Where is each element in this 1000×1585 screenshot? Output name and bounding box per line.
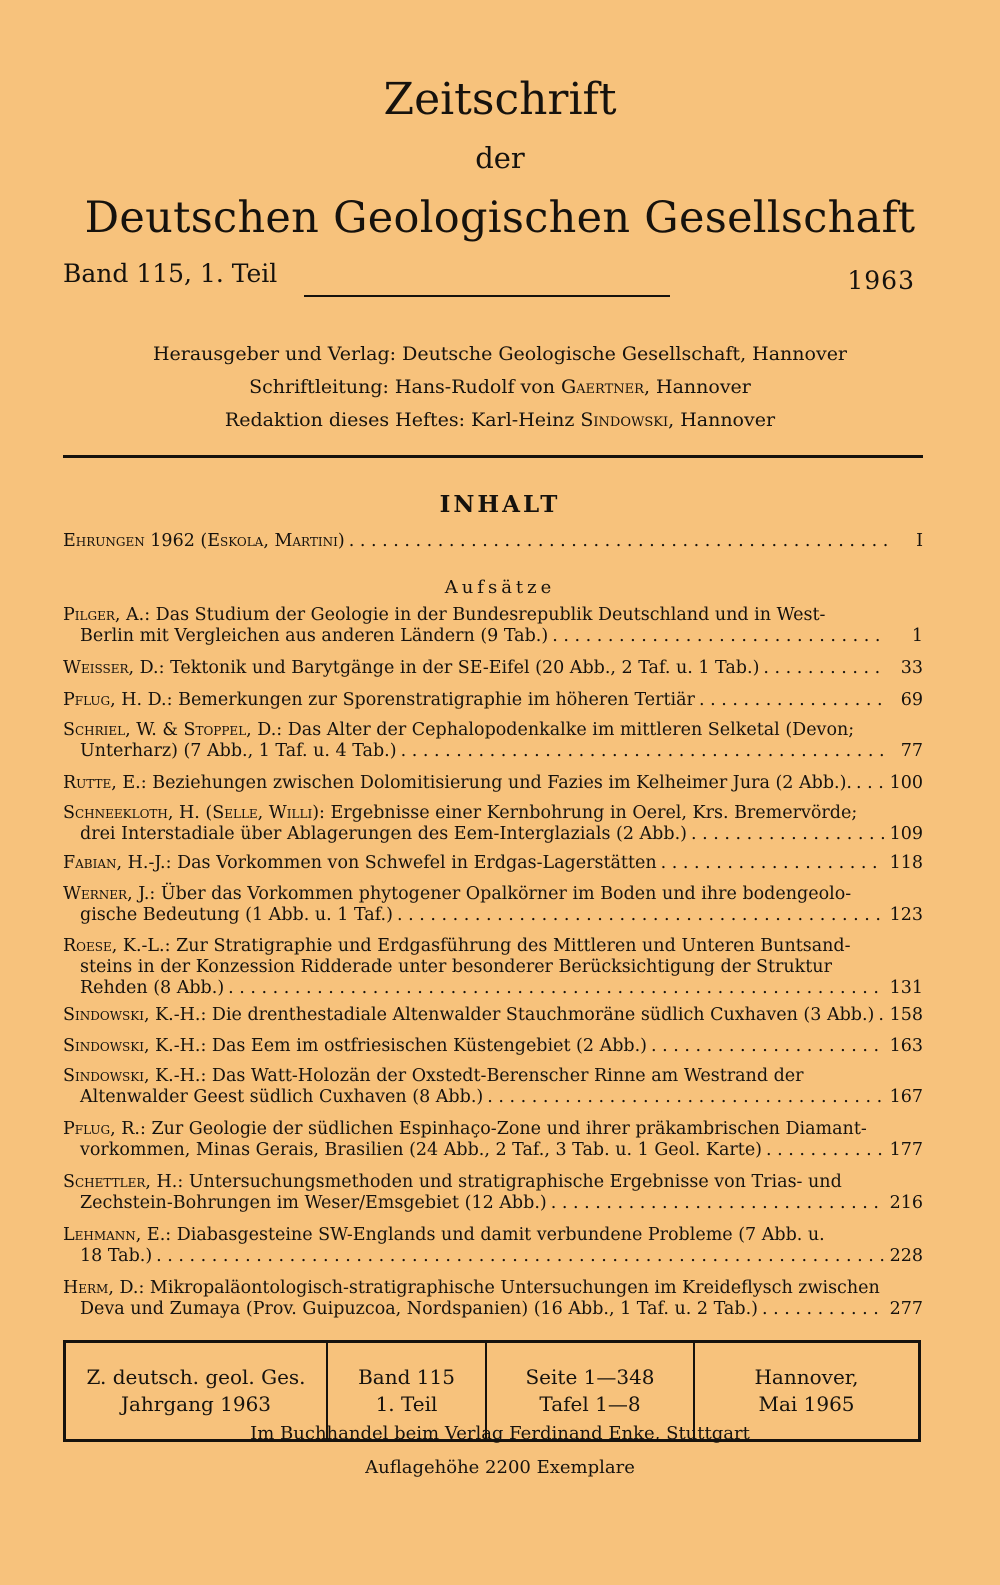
author-separator: : [165,853,178,873]
entry-author: Weisser, D. [63,658,159,678]
entry-author: Fabian, H.-J. [63,853,166,873]
author-separator: : [319,803,331,823]
entry-title: Mikropaläontologisch-stratigraphische Untersuchungen im Kreideflysch zwischen [149,1278,880,1298]
author-separator: : [166,690,179,710]
entry-line [63,1246,923,1267]
toc-entry[interactable] [63,1172,923,1214]
entry-page: 216 [889,1193,923,1213]
entry-title-line [80,741,397,762]
editor-suffix: , Hannover [643,376,751,398]
entry-title-line [63,1005,874,1026]
issue-editor-line [0,407,1000,433]
entry-line [63,803,923,824]
entry-title-line [80,626,548,647]
entry-page: 33 [900,658,923,678]
entry-page: 100 [889,773,923,793]
entry-title-line [80,824,687,845]
entry-page: 1 [911,626,923,646]
author-separator: : [149,884,161,904]
entry-line [63,1036,923,1057]
entry-line [63,936,923,957]
issue-editor-suffix: , Hannover [668,409,776,431]
toc-entry[interactable] [63,803,923,845]
author-separator: : [200,1005,212,1025]
entry-line [63,1066,923,1087]
entry-title: 18 Tab.) [80,1246,153,1266]
toc-entry[interactable] [63,1005,923,1026]
entry-author: Schneekloth, H. (Selle, Willi) [63,803,320,823]
leader-dots [762,1299,884,1320]
entry-page: 163 [889,1036,923,1056]
entry-title-line [63,720,854,740]
entry-title: Zur Geologie der südlichen Espinhaço-Zone und ihrer präkambrischen Diamant- [151,1119,867,1139]
entry-title: Das Watt-Holozän der Oxstedt-Berenscher Rinne am Westrand der [211,1066,804,1086]
info-part: 1. Teil [375,1392,438,1416]
entry-title: Das Eem im ostfriesischen Küstengebiet (2 Abb.) [211,1036,648,1056]
leader-dots [691,824,884,845]
entry-title-line [63,884,851,904]
entry-title-line [63,605,825,625]
volume-year: 1963 [847,266,915,295]
info-journal-year: Jahrgang 1963 [120,1392,272,1416]
entry-title: Das Vorkommen von Schwefel in Erdgas-Lagerstätten [177,853,657,873]
entry-page: 77 [900,741,923,761]
entry-title-line [63,690,695,711]
toc-entry[interactable] [63,1036,923,1057]
editor-prefix: Schriftleitung: Hans-Rudolf von [249,376,561,398]
info-journal-abbrev: Z. deutsch. geol. Ges. [86,1365,306,1389]
toc-entry[interactable] [63,936,923,999]
entry-title: Ergebnisse einer Kernbohrung in Oerel, Krs. Bremervörde; [330,803,858,823]
entry-title-line [63,1172,842,1192]
toc-entry[interactable] [63,1119,923,1161]
print-run-note: Auflagehöhe 2200 Exemplare [365,1457,635,1478]
issue-editor-name: Sindowski [580,409,669,431]
entry-line [63,658,923,679]
entry-title: vorkommen, Minas Gerais, Brasilien (24 Abb., 2 Taf., 3 Tab. u. 1 Geol. Karte) [80,1140,763,1160]
leader-dots [763,658,887,679]
leader-dots [766,1140,884,1161]
entry-page: 131 [889,978,923,998]
journal-title-line1: Zeitschrift [383,74,617,125]
info-volume: Band 115 [358,1365,455,1389]
entry-line [63,1299,923,1320]
author-separator: : [177,1172,189,1192]
entry-title: Deva und Zumaya (Prov. Guipuzcoa, Nordspanien) (16 Abb., 1 Taf. u. 2 Tab.) [80,1299,758,1319]
entry-line [63,773,923,794]
entry-title-line [80,957,832,977]
publisher-line: Herausgeber und Verlag: Deutsche Geologische Gesellschaft, Hannover [152,343,848,365]
author-separator: : [276,720,288,740]
leader-dots [856,773,884,794]
entry-title-line [63,803,857,823]
entry-title-line [80,1140,762,1161]
entry-title: Rehden (8 Abb.) [80,978,225,998]
entry-title: Unterharz) (7 Abb., 1 Taf. u. 4 Tab.) [80,741,397,761]
editor-name: Gaertner [560,376,644,398]
toc-entry[interactable] [63,720,923,762]
entry-author: Pilger, A. [63,605,145,625]
entry-line [63,978,923,999]
leader-dots [228,978,883,999]
entry-title-line [80,1299,758,1320]
entry-title-line [80,1193,547,1214]
entry-title: Untersuchungsmethoden und stratigraphische Ergebnisse von Trias- und [188,1172,842,1192]
leader-dots [401,741,887,762]
entry-line [63,1119,923,1140]
journal-title-line2: der [475,141,525,175]
author-separator: : [200,1036,212,1056]
entry-title: Bemerkungen zur Sporenstratigraphie im höheren Tertiär [178,690,695,710]
author-separator: : [138,1278,150,1298]
entry-page: 177 [889,1140,923,1160]
entry-title-line [63,1278,880,1298]
leader-dots [878,1005,883,1026]
entry-page: 277 [889,1299,923,1319]
entry-page: 167 [889,1087,923,1107]
honors-entry[interactable] [63,531,923,552]
toc-entry[interactable] [63,853,923,874]
toc-entry[interactable] [63,1066,923,1108]
entry-text: Ehrungen 1962 (Eskola, Martini) [63,531,345,551]
info-plates: Tafel 1—8 [539,1392,641,1416]
volume-label: Band 115, 1. Teil [63,259,278,288]
entry-line [63,690,923,711]
toc-entry[interactable] [63,773,923,794]
toc-entry[interactable] [63,658,923,679]
author-separator: : [139,1119,152,1139]
info-place: Hannover, [754,1365,859,1389]
title-divider [304,295,670,297]
entry-author: Werner, J. [63,884,150,904]
leader-dots [156,1246,883,1267]
section-heading-articles: Aufsätze [444,577,556,598]
toc-entry[interactable] [63,1278,923,1320]
info-pages: Seite 1—348 [525,1365,655,1389]
entry-author: Schriel, W. & Stoppel, D. [63,720,277,740]
entry-author: Sindowski, K.-H. [63,1036,201,1056]
entry-title-line [63,936,851,956]
bookseller-note: Im Buchhandel beim Verlag Ferdinand Enke, Stuttgart [250,1423,750,1444]
masthead-divider [63,455,923,458]
entry-line [63,853,923,874]
entry-title-line [80,1087,483,1108]
entry-author: Sindowski, K.-H. [63,1005,201,1025]
entry-title: Altenwalder Geest südlich Cuxhaven (8 Abb.) [80,1087,484,1107]
leader-dots [397,905,884,926]
leader-dots [349,531,887,552]
entry-line [63,626,923,647]
entry-title-line [63,1066,804,1086]
entry-page: 228 [889,1246,923,1266]
toc-entry[interactable] [63,884,923,926]
entry-title-line [63,853,657,874]
entry-title: Die drenthestadiale Altenwalder Stauchmoräne südlich Cuxhaven (3 Abb.) [211,1005,875,1025]
entry-line [63,531,923,552]
entry-line [63,1087,923,1108]
contents-heading: INHALT [439,491,561,518]
author-separator: : [144,605,156,625]
entry-line [63,1172,923,1193]
journal-title-line3: Deutschen Geologischen Gesellschaft [84,193,916,243]
entry-line [63,884,923,905]
entry-title: Beziehungen zwischen Dolomitisierung und Fazies im Kelheimer Jura (2 Abb.). [152,773,852,793]
editor-line [0,374,1000,400]
entry-line [63,1225,923,1246]
entry-title: Zechstein-Bohrungen im Weser/Emsgebiet (12 Abb.) [80,1193,547,1213]
entry-title-line [63,1119,867,1139]
entry-line [63,905,923,926]
entry-line [63,741,923,762]
entry-line [63,824,923,845]
entry-line [63,720,923,741]
author-separator: : [140,773,153,793]
leader-dots [551,1193,884,1214]
author-separator: : [165,1225,177,1245]
entry-author: Pflug, H. D. [63,690,167,710]
entry-line [63,957,923,978]
entry-title: Berlin mit Vergleichen aus anderen Ländern (9 Tab.) [80,626,549,646]
leader-dots [651,1036,884,1057]
entry-line [63,1005,923,1026]
entry-title-line [80,978,224,999]
entry-title-line [80,905,393,926]
leader-dots [699,690,887,711]
entry-author: Herm, D. [63,1278,139,1298]
entry-author: Roese, K.-L. [63,936,165,956]
issue-editor-prefix: Redaktion dieses Heftes: Karl-Heinz [224,409,581,431]
author-separator: : [158,658,171,678]
entry-title: gische Bedeutung (1 Abb. u. 1 Taf.) [80,905,393,925]
entry-title: Das Studium der Geologie in der Bundesrepublik Deutschland und in West- [155,605,826,625]
entry-title: steins in der Konzession Ridderade unter besonderer Berücksichtigung der Struktur [80,957,832,977]
entry-title: Zur Stratigraphie und Erdgasführung des Mittleren und Unteren Buntsand- [176,936,851,956]
entry-title-line [63,658,759,679]
info-date: Mai 1965 [758,1392,855,1416]
entry-line [63,605,923,626]
toc-entry[interactable] [63,605,923,647]
entry-page: 158 [889,1005,923,1025]
entry-title-line [63,773,852,794]
entry-author: Sindowski, K.-H. [63,1066,201,1086]
entry-title: Das Alter der Cephalopodenkalke im mittleren Selketal (Devon; [287,720,855,740]
toc-entry[interactable] [63,690,923,711]
entry-author: Pflug, R. [63,1119,140,1139]
entry-author: Schettler, H. [63,1172,178,1192]
author-separator: : [200,1066,212,1086]
toc-entry[interactable] [63,1225,923,1267]
entry-page: 69 [900,690,923,710]
entry-page: 109 [889,824,923,844]
entry-author: Lehmann, E. [63,1225,166,1245]
entry-title-line [63,1225,825,1245]
author-separator: : [164,936,177,956]
entry-title: drei Interstadiale über Ablagerungen des Eem-Interglazials (2 Abb.) [80,824,687,844]
entry-line [63,1278,923,1299]
entry-title: Über das Vorkommen phytogener Opalkörner im Boden und ihre bodengeolo- [160,884,852,904]
entry-page: 123 [889,905,923,925]
entry-author: Rutte, E. [63,773,141,793]
entry-line [63,1140,923,1161]
entry-title-line [63,1036,647,1057]
entry-title-line [80,1246,152,1267]
leader-dots [487,1087,883,1108]
entry-title: Tektonik und Barytgänge in der SE-Eifel (20 Abb., 2 Taf. u. 1 Tab.) [170,658,760,678]
entry-line [63,1193,923,1214]
leader-dots [552,626,887,647]
entry-page: I [916,531,923,551]
leader-dots [661,853,884,874]
entry-title: Diabasgesteine SW-Englands und damit verbundene Probleme (7 Abb. u. [176,1225,825,1245]
entry-page: 118 [889,853,923,873]
